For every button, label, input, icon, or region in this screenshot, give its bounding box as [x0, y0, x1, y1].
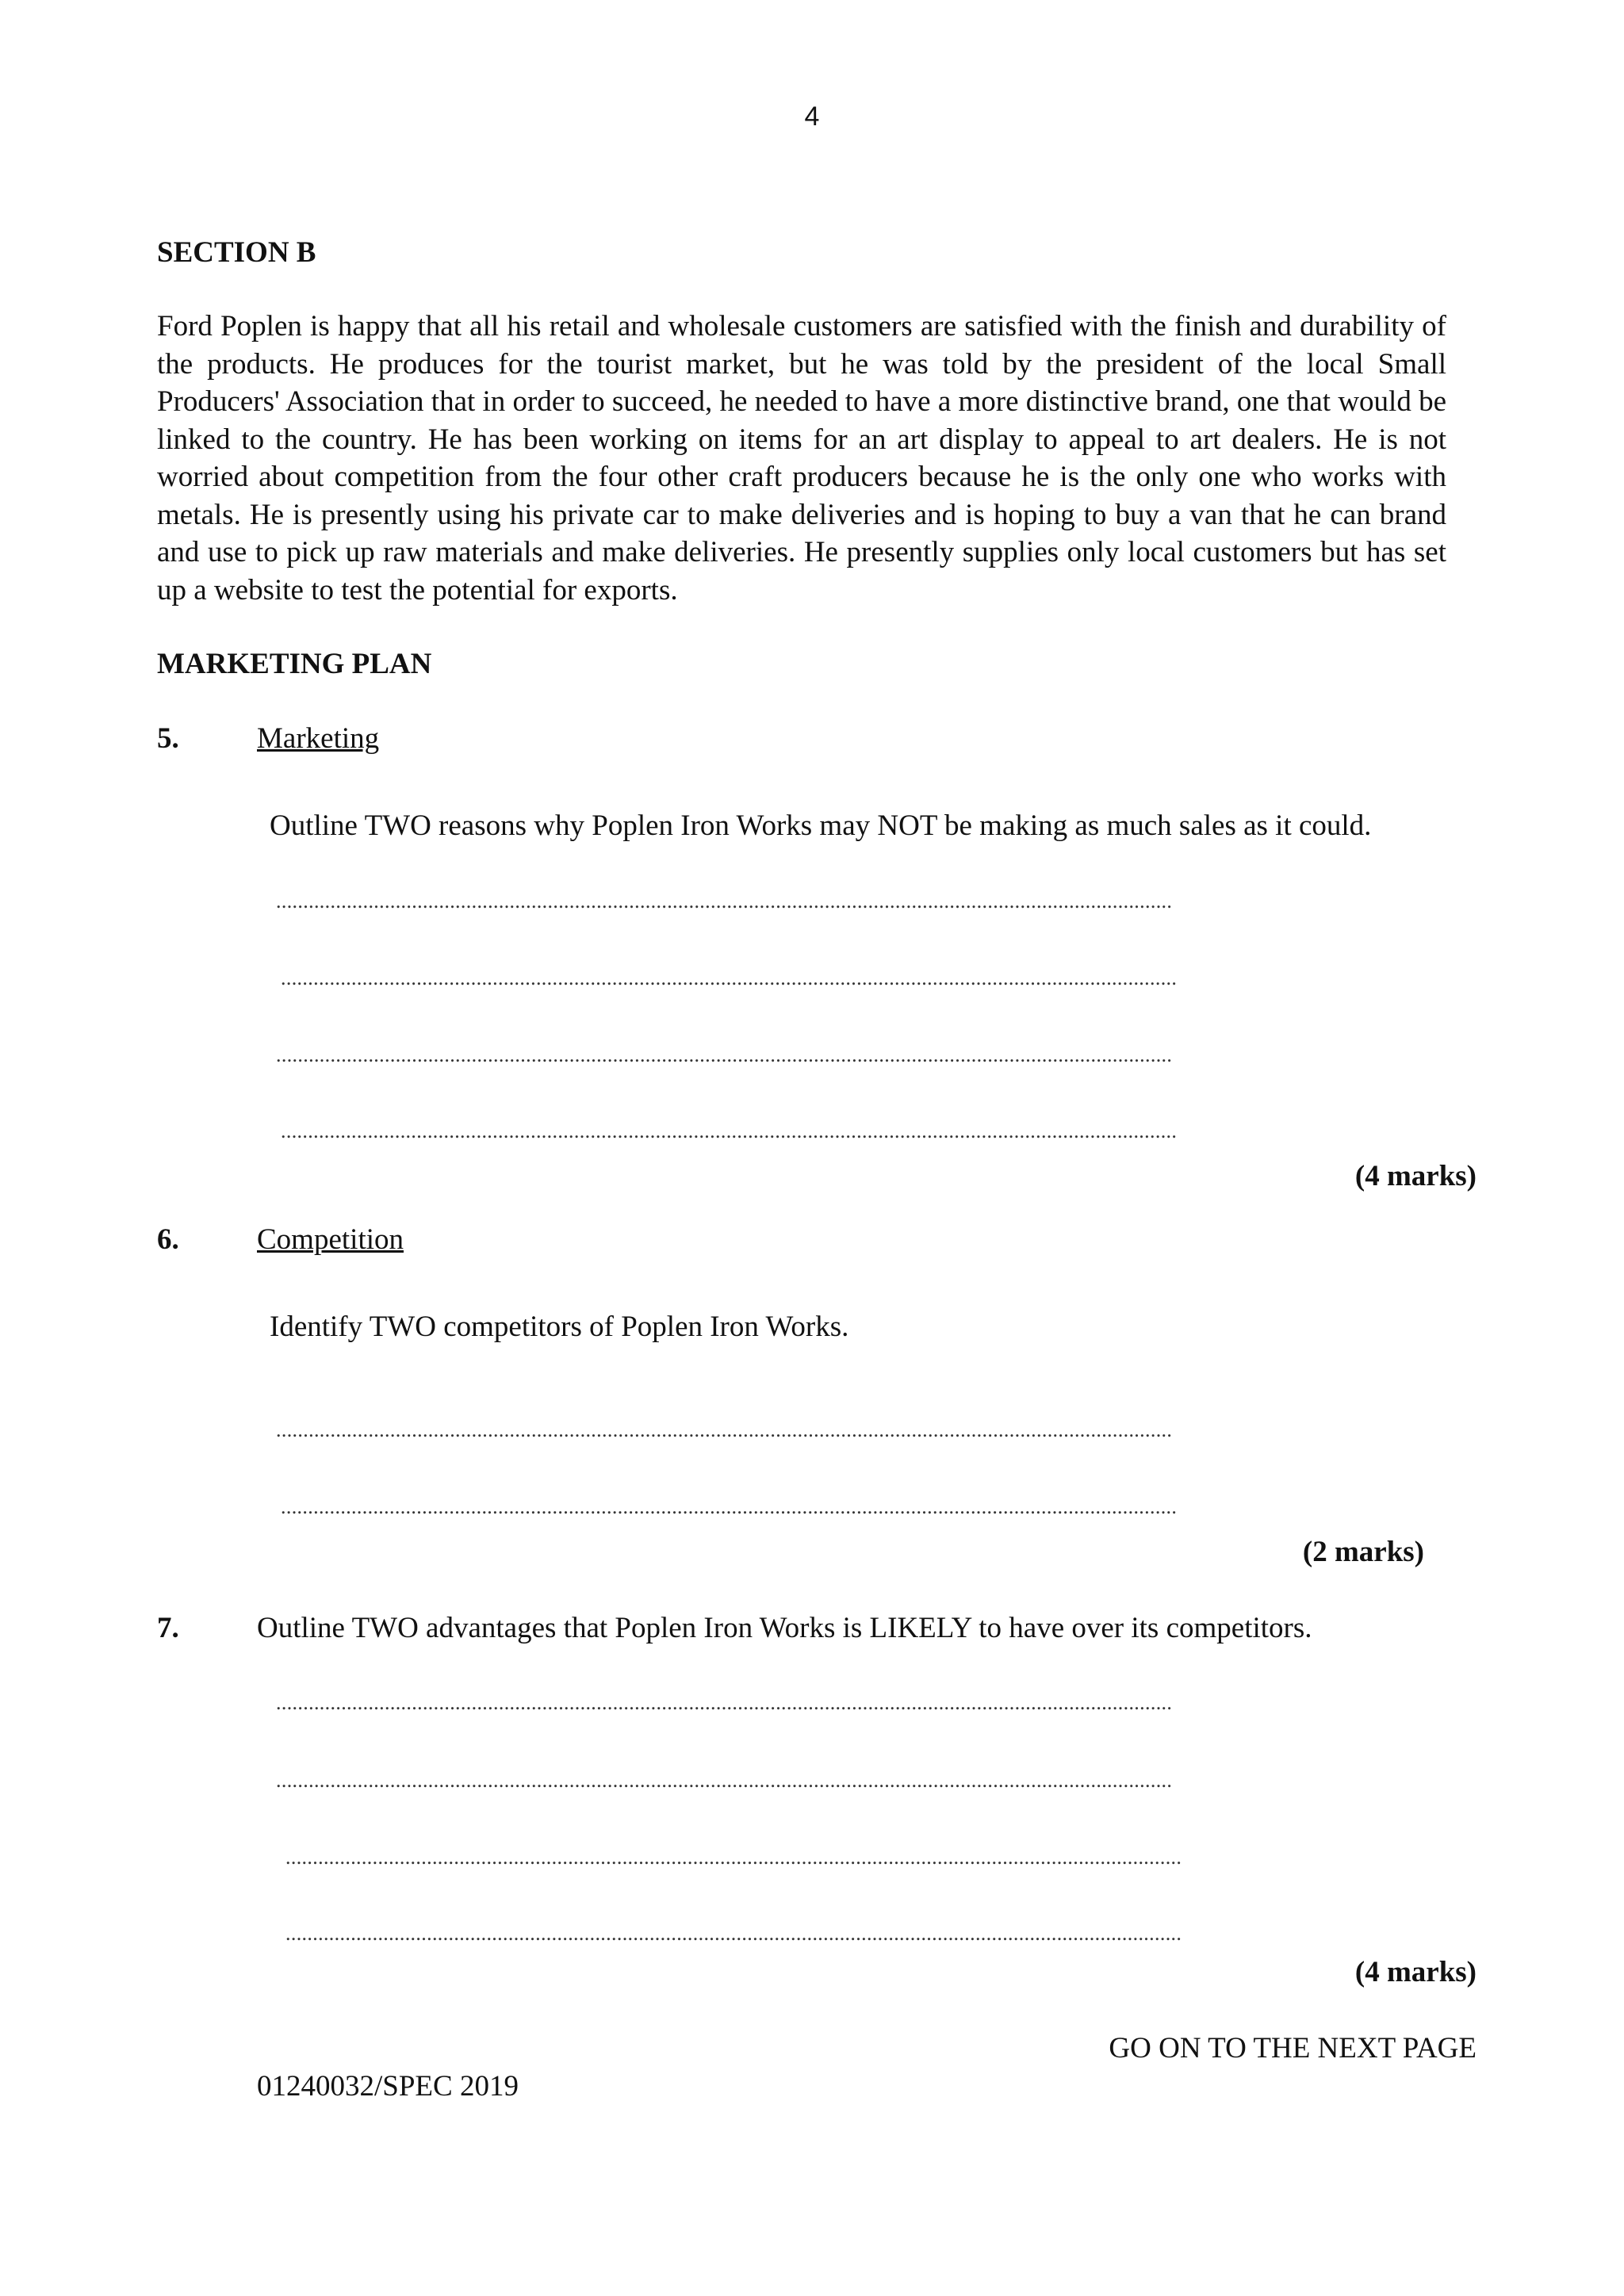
question-5-marks: (4 marks)	[1354, 1160, 1477, 1192]
question-6-title: Competition	[257, 1223, 404, 1256]
answer-line[interactable]: .....................................................................................................................................................................	[276, 1043, 1173, 1066]
question-7-number: 7.	[157, 1612, 179, 1644]
answer-line[interactable]: .....................................................................................................................................................................	[276, 890, 1173, 913]
answer-line[interactable]: .....................................................................................................................................................................	[281, 1119, 1178, 1142]
paper-code: 01240032/SPEC 2019	[257, 2070, 519, 2103]
question-7-text: Outline TWO advantages that Poplen Iron Works is LIKELY to have over its competitors.	[257, 1612, 1312, 1644]
question-7-marks: (4 marks)	[1354, 1956, 1477, 1988]
section-heading: SECTION B	[157, 236, 316, 269]
question-5-text: Outline TWO reasons why Poplen Iron Works may NOT be making as much sales as it could.	[270, 809, 1372, 842]
question-5-title: Marketing	[257, 722, 380, 755]
answer-line[interactable]: .....................................................................................................................................................................	[276, 1769, 1173, 1792]
question-6-marks: (2 marks)	[1302, 1536, 1424, 1568]
answer-line[interactable]: .....................................................................................................................................................................	[276, 1418, 1173, 1441]
marketing-plan-heading: MARKETING PLAN	[157, 648, 432, 680]
answer-line[interactable]: .....................................................................................................................................................................	[285, 1846, 1182, 1869]
question-5-number: 5.	[157, 722, 179, 755]
page-number: 4	[804, 101, 820, 132]
question-6-text: Identify TWO competitors of Poplen Iron Works.	[270, 1311, 849, 1343]
intro-paragraph: Ford Poplen is happy that all his retail and wholesale customers are satisfied with the finish and durability of the products. He produces for the tourist market, but he was told by the president of the local Small Producers' Association that in order to succeed, he needed to have a more distinctive brand, one that would be linked to the country. He has been working on items for an art display to appeal to art dealers. He is not worried about competition from the four other craft producers because he is the only one who works with metals. He is presently using his private car to make deliveries and is hoping to buy a van that he can brand and use to pick up raw materials and make deliveries. He presently supplies only local customers but has set up a website to test the potential for exports.	[157, 310, 1446, 607]
answer-line[interactable]: .....................................................................................................................................................................	[281, 966, 1178, 989]
answer-line[interactable]: .....................................................................................................................................................................	[276, 1691, 1173, 1714]
question-6-number: 6.	[157, 1223, 179, 1256]
answer-line[interactable]: .....................................................................................................................................................................	[281, 1495, 1178, 1518]
answer-line[interactable]: .....................................................................................................................................................................	[285, 1922, 1182, 1945]
go-on-next-page: GO ON TO THE NEXT PAGE	[1109, 2032, 1477, 2064]
